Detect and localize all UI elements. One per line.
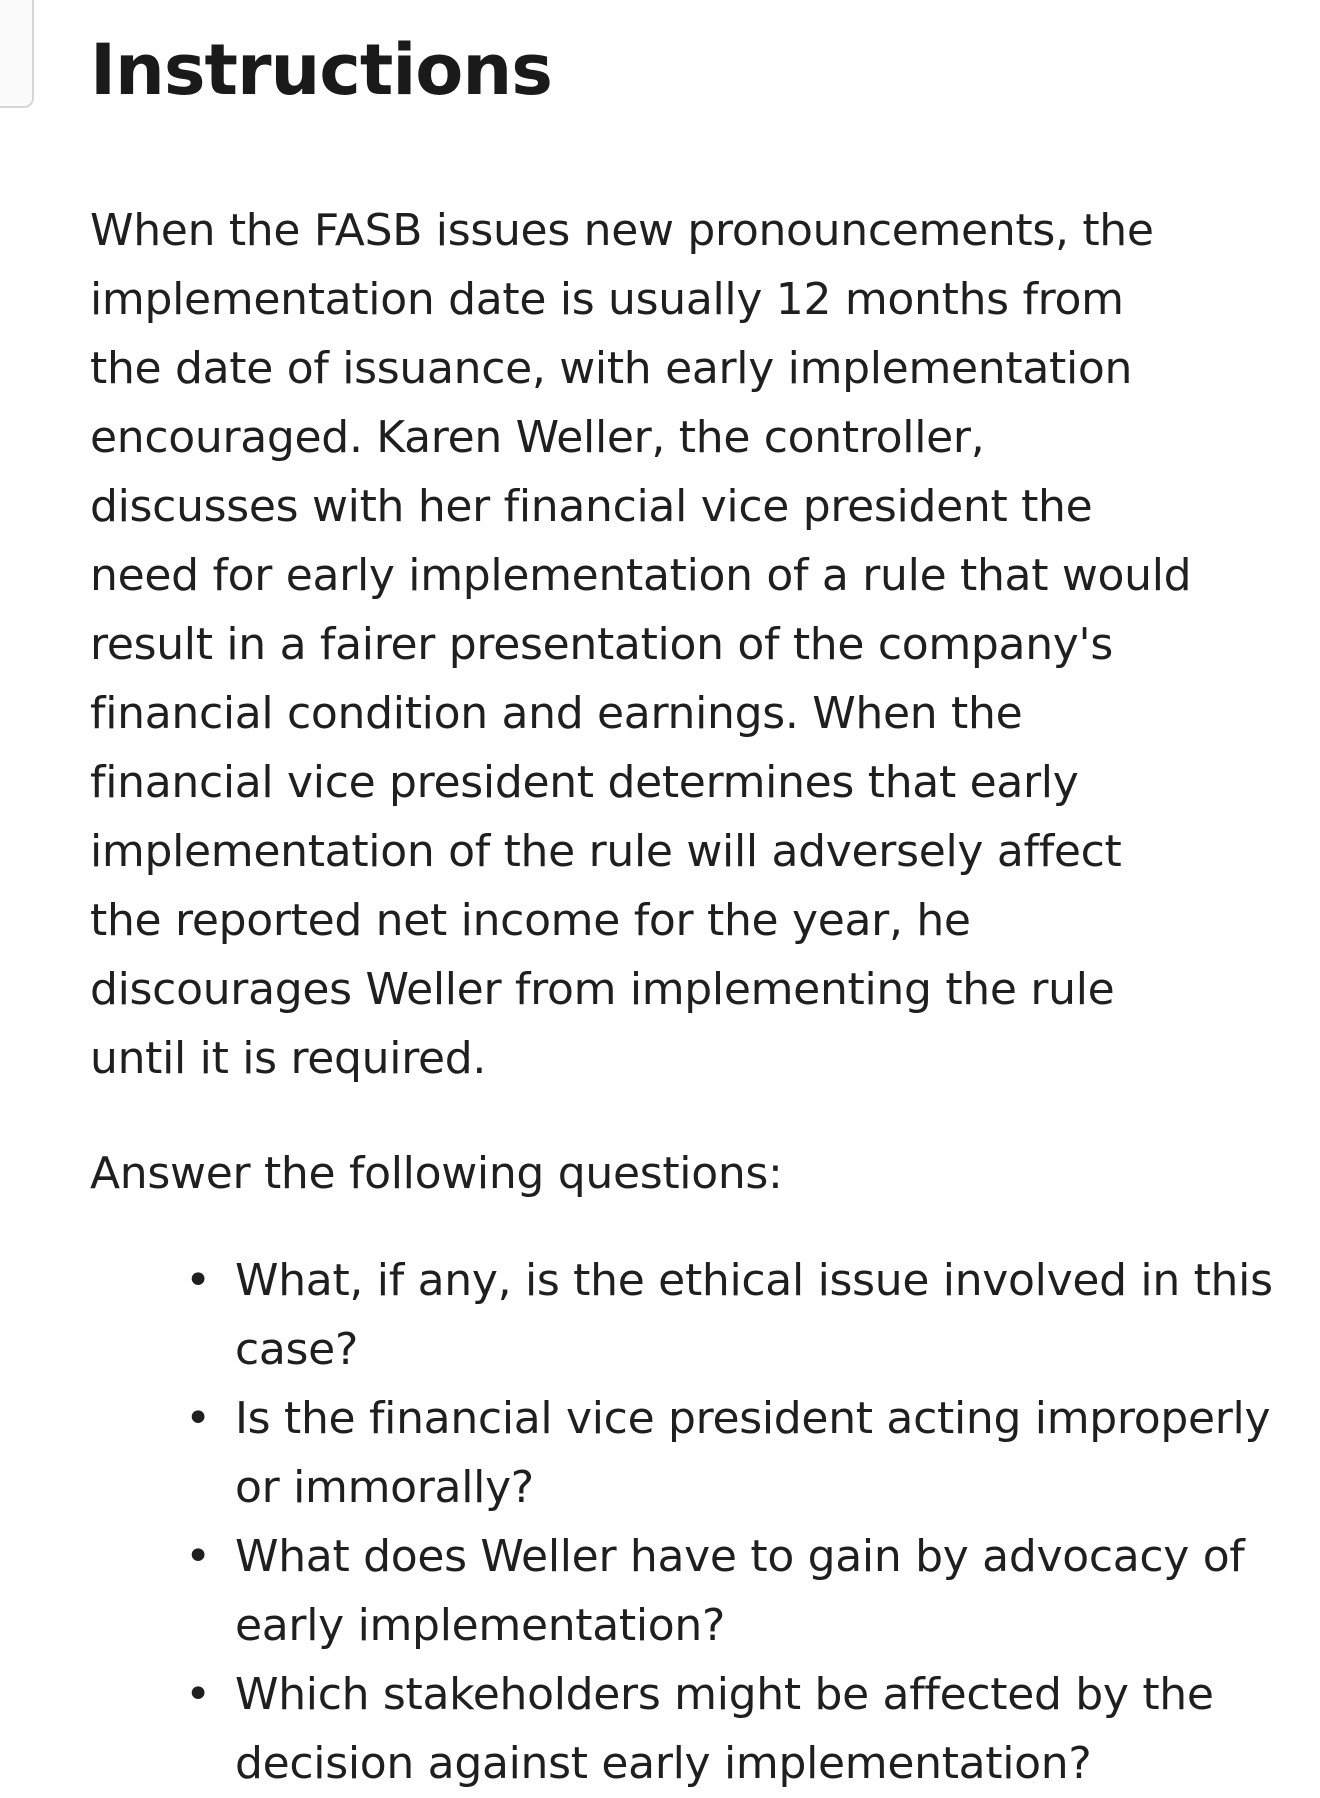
list-item [185,1246,1295,1384]
bullet-icon: • [185,1255,211,1306]
instructions-panel [90,20,1273,1798]
bullet-icon: • [185,1531,211,1582]
question-text: What, if any, is the ethical issue involved in this case? [235,1255,1273,1375]
case-paragraph: When the FASB issues new pronouncements, the implementation date is usually 12 months from the date of issuance, with early implementation encouraged. Karen Weller, the controller, discusses with her financial vice president the need for early implementation of a rule that would result in a fairer presentation of the company's financial condition and earnings. When the financial vice president determines that early implementation of the rule will adversely affect the reported net income for the year, he discourages Weller from implementing the rule until it is required. [90,205,1192,1084]
list-item [185,1522,1295,1660]
bullet-icon: • [185,1669,211,1720]
page-title: Instructions [90,29,552,111]
question-text: What does Weller have to gain by advocacy of early implementation? [235,1531,1245,1651]
question-text: Is the financial vice president acting improperly or immorally? [235,1393,1271,1513]
bullet-icon: • [185,1393,211,1444]
list-item [185,1384,1295,1522]
questions-prompt: Answer the following questions: [90,1148,783,1199]
list-item [185,1660,1295,1798]
question-text: Which stakeholders might be affected by the decision against early implementation? [235,1669,1214,1789]
questions-list [90,1246,1295,1798]
panel-edge-tab[interactable] [0,0,34,108]
